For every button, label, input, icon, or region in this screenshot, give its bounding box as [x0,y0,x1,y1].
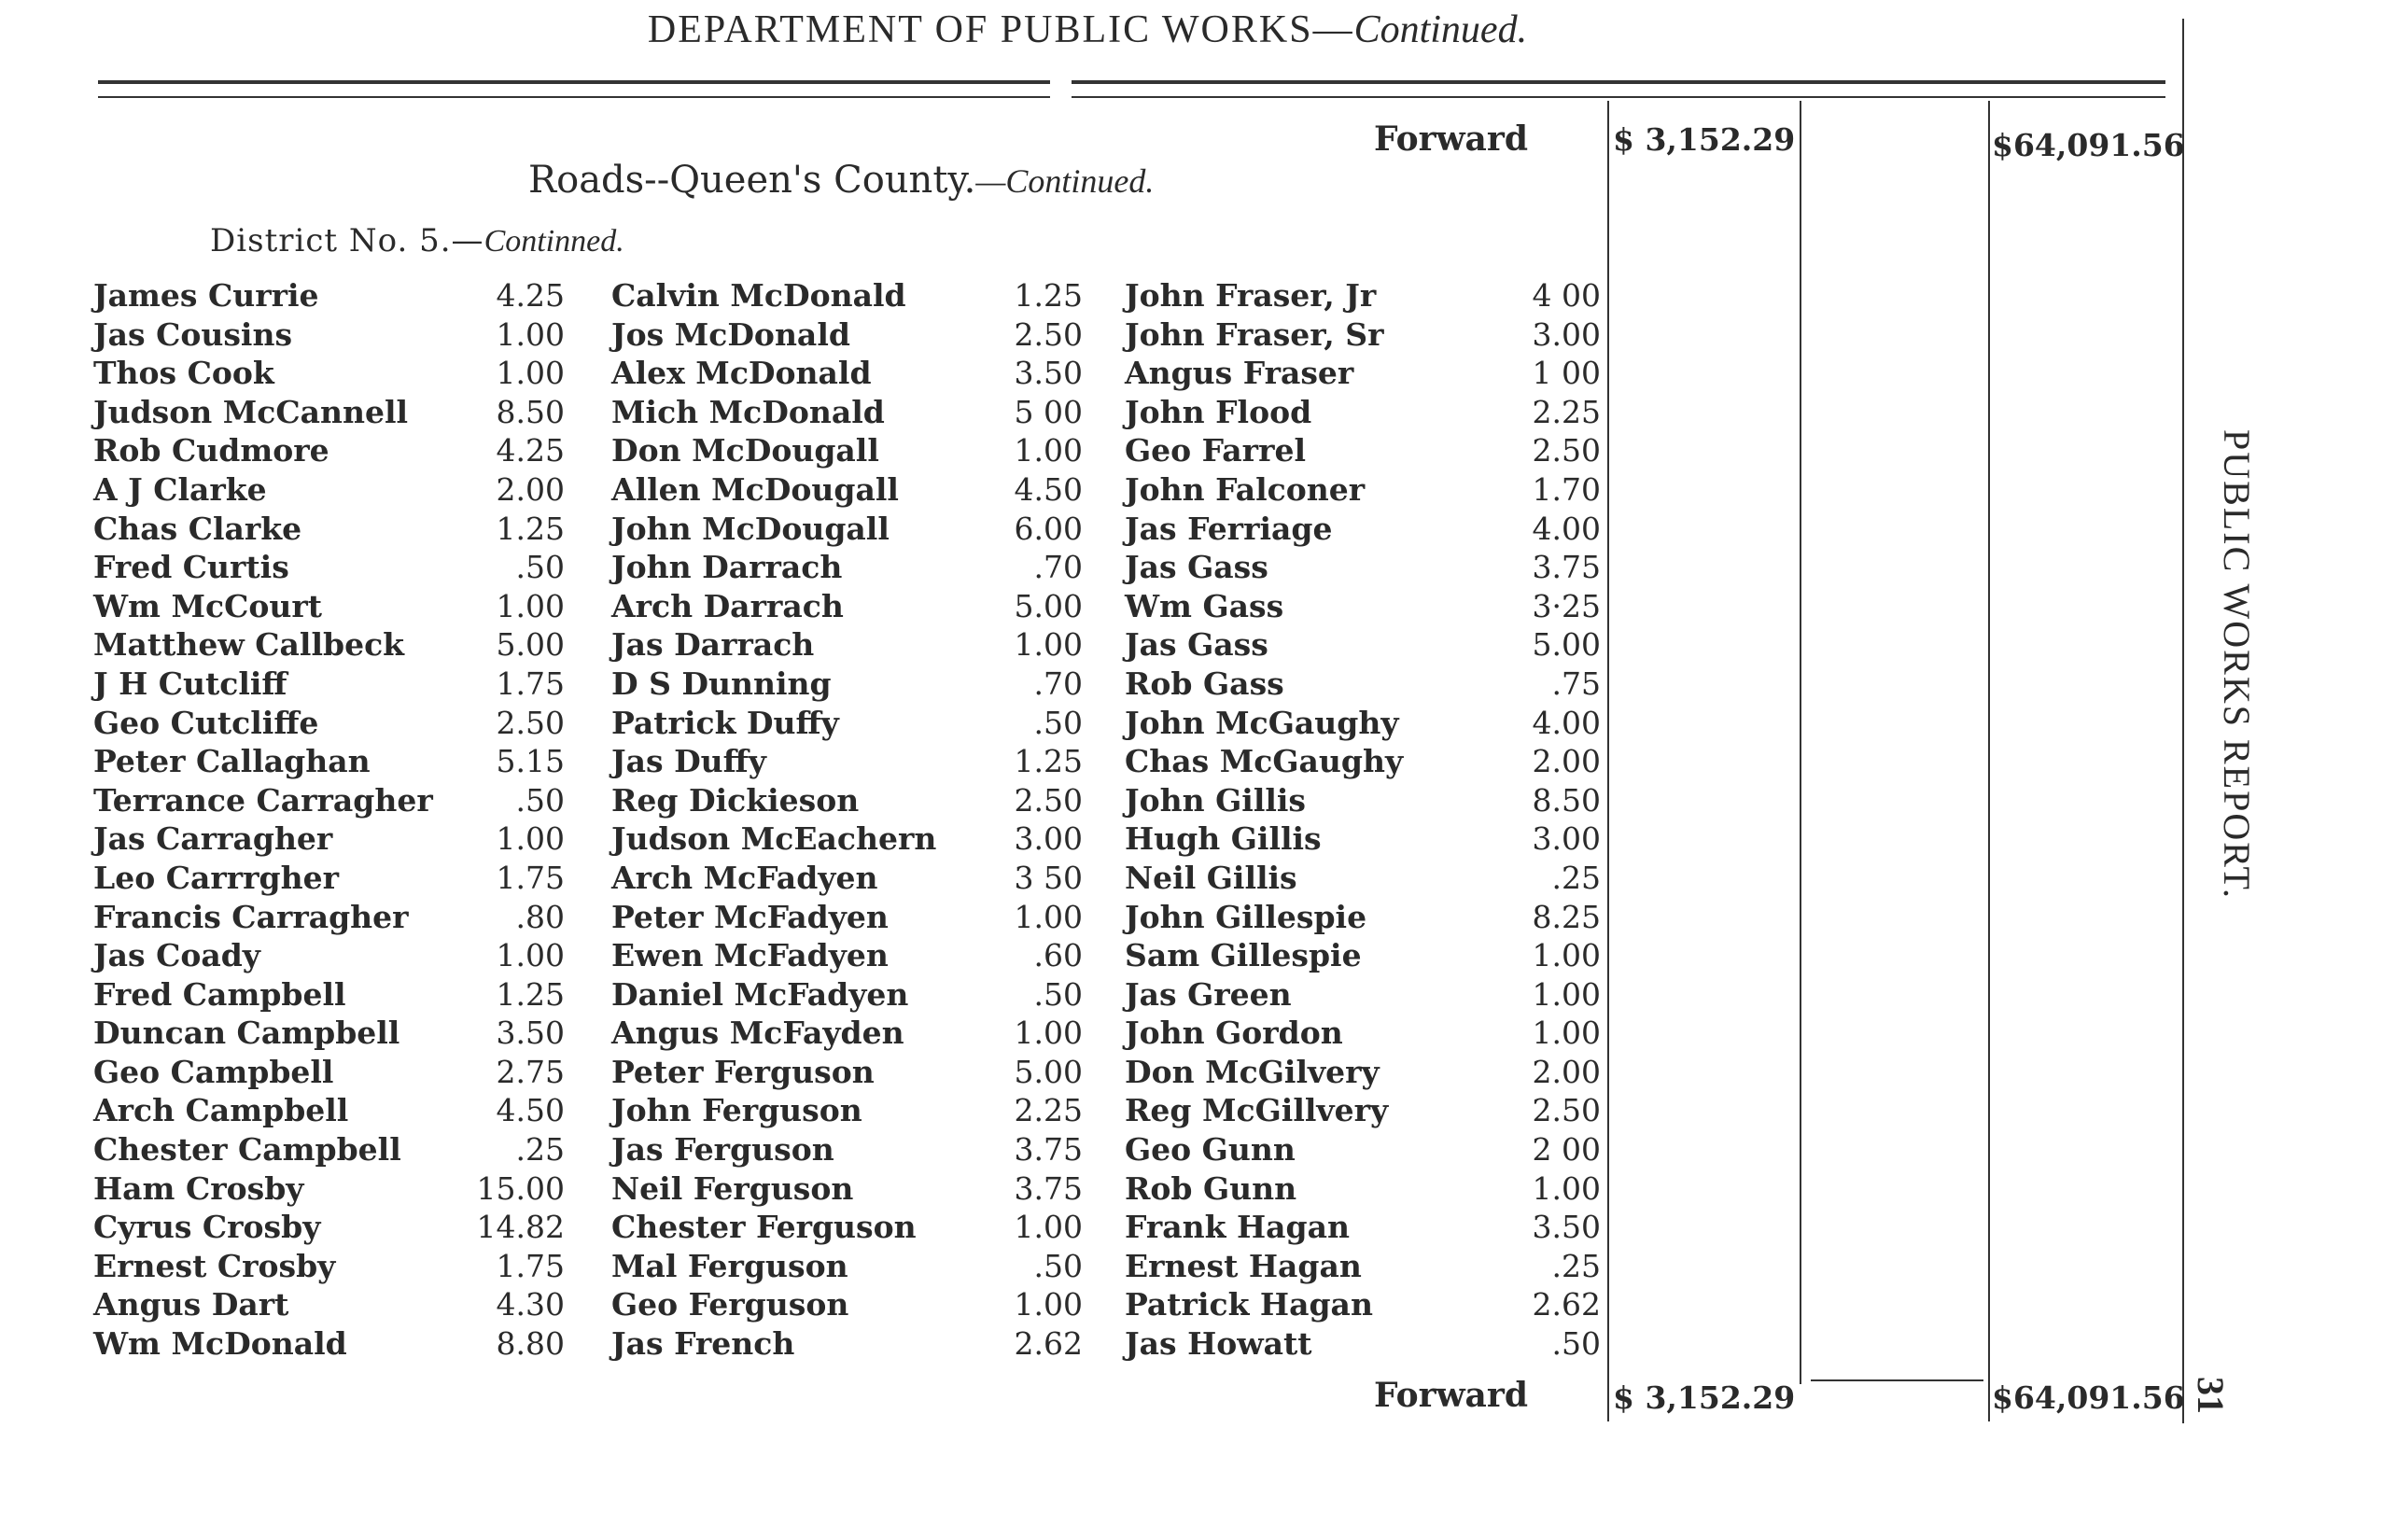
entry-name: John Ferguson [611,1092,862,1129]
entry-name: Jas Coady [93,937,260,974]
entry-row [93,470,565,510]
entry-amount: 4 00 [1532,277,1601,314]
entry-name: Rob Gunn [1125,1169,1297,1207]
entry-row [93,393,565,432]
entry-name: Jas Cousins [93,315,293,353]
entry-name: Fred Campbell [93,975,346,1013]
entry-row [1125,1091,1601,1130]
page-number: 31 [2190,1377,2232,1414]
entry-row [611,1285,1083,1324]
entry-name: Frank Hagan [1125,1209,1350,1246]
entry-amount: 3.75 [1014,1169,1083,1207]
entry-name: Allen McDougall [611,470,899,508]
entry-name: Mal Ferguson [611,1247,848,1284]
entry-amount: 1.75 [496,665,565,702]
entry-name: Alex McDonald [611,355,872,392]
entry-amount: 4.30 [496,1286,565,1323]
entry-amount: .50 [1033,1247,1083,1284]
entry-row [93,1208,565,1247]
entry-amount: 4.25 [496,432,565,469]
entry-name: Geo Ferguson [611,1286,849,1323]
page-header [0,7,2175,52]
entry-amount: 1.00 [1014,1286,1083,1323]
entry-row [1125,898,1601,937]
entry-row [611,859,1083,898]
entry-amount: 1.00 [1532,1169,1601,1207]
district-label: District No. 5.— [210,222,484,259]
entry-row [611,470,1083,510]
entry-name: Mich McDonald [611,393,885,430]
header-rule-left-thick [98,80,1050,84]
entry-name: Fred Curtis [93,549,289,586]
entry-amount: 2.00 [496,470,565,508]
entry-row [93,859,565,898]
entry-amount: .70 [1033,549,1083,586]
column-rule-1 [1607,101,1609,1421]
entry-amount: 2.25 [1014,1092,1083,1129]
entry-name: Thos Cook [93,355,274,392]
entry-amount: 2.50 [1014,315,1083,353]
entry-row [611,936,1083,975]
entry-name: John Flood [1125,393,1312,430]
entry-row [611,393,1083,432]
entry-row [611,898,1083,937]
entry-name: Wm Gass [1125,587,1284,624]
entry-amount: 3.75 [1532,549,1601,586]
entry-amount: 3.75 [1014,1131,1083,1169]
entry-amount: 2.00 [1532,743,1601,780]
entries-column-1 [93,276,565,1364]
entry-name: John McGaughy [1125,704,1399,741]
entry-row [1125,975,1601,1015]
entry-amount: 1.00 [1532,937,1601,974]
entry-row [93,975,565,1015]
entry-amount: .70 [1033,665,1083,702]
entry-name: Daniel McFadyen [611,975,909,1013]
entry-name: Neil Ferguson [611,1169,854,1207]
entry-row [93,276,565,315]
entry-row [93,898,565,937]
entry-amount: 1.25 [1014,277,1083,314]
entry-name: Ewen McFadyen [611,937,889,974]
entry-amount: 4.00 [1532,704,1601,741]
column-rule-2 [1800,101,1801,1384]
entry-name: Matthew Callbeck [93,626,405,664]
forward-amount1-top: $ 3,152.29 [1613,121,1796,158]
entry-name: John McDougall [611,510,890,547]
entry-row [1125,1285,1601,1324]
entry-amount: 1.00 [496,355,565,392]
entry-name: Reg Dickieson [611,781,860,819]
entry-name: Peter McFadyen [611,898,889,935]
entry-row [611,315,1083,355]
entry-amount: .80 [515,898,565,935]
entry-amount: 3·25 [1532,587,1601,624]
entry-name: Duncan Campbell [93,1015,400,1052]
entry-amount: 2.50 [496,704,565,741]
entry-name: Don McGilvery [1125,1053,1380,1090]
entry-name: John Gordon [1125,1015,1343,1052]
entry-name: Geo Cutcliffe [93,704,319,741]
entry-row [93,704,565,743]
section-title-continued: —Continued. [975,162,1155,200]
entry-amount: 1.00 [496,315,565,353]
entry-name: Reg McGillvery [1125,1092,1389,1129]
entry-amount: 3 50 [1014,859,1083,896]
entry-row [611,704,1083,743]
entry-row [611,1324,1083,1364]
entry-name: J H Cutcliff [93,665,287,702]
entry-amount: 3.50 [496,1015,565,1052]
entry-row [611,665,1083,704]
entry-name: Peter Ferguson [611,1053,875,1090]
entry-row [1125,742,1601,781]
entry-amount: 8.80 [496,1325,565,1363]
entry-amount: .50 [1033,975,1083,1013]
entry-amount: 5 00 [1014,393,1083,430]
entry-amount: 1.70 [1532,470,1601,508]
entry-amount: .50 [1551,1325,1601,1363]
entry-row [1125,1324,1601,1364]
entry-amount: 5.00 [496,626,565,664]
entry-row [611,354,1083,393]
entry-name: Chester Campbell [93,1131,401,1169]
entry-row [1125,354,1601,393]
entry-row [93,431,565,470]
entry-name: Calvin McDonald [611,277,906,314]
forward-amount2-top: $64,091.56 [1992,127,2185,163]
entry-amount: 5.00 [1014,1053,1083,1090]
entry-name: Geo Campbell [93,1053,334,1090]
entry-name: Terrance Carragher [93,781,433,819]
entry-name: Geo Farrel [1125,432,1306,469]
entry-name: Jas Duffy [611,743,766,780]
entry-row [1125,859,1601,898]
entry-amount: 2.62 [1532,1286,1601,1323]
entry-row [1125,819,1601,859]
entries-column-2 [611,276,1083,1364]
side-running-title: PUBLIC WORKS REPORT. [2216,429,2258,900]
entry-row [93,1247,565,1286]
entry-row [1125,276,1601,315]
entry-name: Patrick Duffy [611,704,839,741]
entry-row [611,1247,1083,1286]
entry-row [93,1169,565,1209]
entry-name: Judson McEachern [611,820,937,858]
entry-amount: 1.00 [1014,1209,1083,1246]
entry-row [611,510,1083,549]
entry-amount: 1.00 [1014,432,1083,469]
entry-amount: 8.50 [1532,781,1601,819]
entry-name: James Currie [93,277,319,314]
entry-row [1125,470,1601,510]
entry-name: Angus Dart [93,1286,289,1323]
entry-amount: 2.62 [1014,1325,1083,1363]
entry-amount: 1.00 [496,820,565,858]
entry-row [1125,1169,1601,1209]
entry-row [93,1285,565,1324]
entry-name: Jas French [611,1325,795,1363]
entry-amount: 2.75 [496,1053,565,1090]
district-label-continued: Continned. [483,224,624,259]
entry-name: Jas Green [1125,975,1292,1013]
entry-name: Wm McDonald [93,1325,347,1363]
entry-row [1125,936,1601,975]
entry-name: Cyrus Crosby [93,1209,321,1246]
entry-amount: 1 00 [1532,355,1601,392]
entry-row [1125,548,1601,587]
entry-name: Ham Crosby [93,1169,304,1207]
entry-row [93,781,565,820]
district-heading [210,222,624,259]
entry-amount: 2.50 [1532,432,1601,469]
entry-amount: 1.75 [496,1247,565,1284]
entry-row [1125,510,1601,549]
entry-amount: 8.50 [496,393,565,430]
forward-amount1-bottom: $ 3,152.29 [1613,1379,1796,1416]
entry-name: Jas Gass [1125,549,1268,586]
entry-name: John Falconer [1125,470,1366,508]
entry-amount: 3.00 [1532,315,1601,353]
entry-amount: 14.82 [476,1209,565,1246]
entry-name: Chas McGaughy [1125,743,1404,780]
entry-amount: .60 [1033,937,1083,974]
entry-name: Hugh Gillis [1125,820,1322,858]
section-title [528,159,1154,202]
entry-name: Jas Carragher [93,820,333,858]
entry-name: Chester Ferguson [611,1209,917,1246]
entry-row [1125,315,1601,355]
entry-row [93,1324,565,1364]
entry-row [93,819,565,859]
forward-label-top: Forward [1374,119,1529,159]
entry-name: Patrick Hagan [1125,1286,1373,1323]
entry-amount: 4.25 [496,277,565,314]
entry-amount: 3.50 [1014,355,1083,392]
entry-name: Arch Darrach [611,587,844,624]
entry-name: Jas Ferguson [611,1131,834,1169]
entry-row [93,510,565,549]
entry-amount: 1.00 [1014,898,1083,935]
entry-name: Don McDougall [611,432,879,469]
entry-row [93,625,565,665]
entry-amount: 1.75 [496,859,565,896]
entry-row [93,936,565,975]
entry-amount: 1.00 [1532,1015,1601,1052]
entry-row [611,1169,1083,1209]
entry-row [1125,1130,1601,1169]
entry-amount: .25 [1551,859,1601,896]
entry-amount: 4.00 [1532,510,1601,547]
entry-row [93,354,565,393]
entry-name: Arch McFadyen [611,859,878,896]
header-rule-right-thick [1072,80,2165,84]
header-title-continued: Continued. [1353,8,1528,51]
entry-name: Leo Carrrgher [93,859,339,896]
entry-name: Judson McCannell [93,393,409,430]
entry-name: Angus Fraser [1125,355,1354,392]
entry-name: John Gillespie [1125,898,1367,935]
entry-name: John Fraser, Jr [1125,277,1377,314]
entry-name: Jos McDonald [611,315,850,353]
entry-amount: .50 [1033,704,1083,741]
entry-amount: 5.15 [496,743,565,780]
forward-bottom-rule [1811,1379,1983,1381]
entry-row [611,1208,1083,1247]
entry-name: D S Dunning [611,665,832,702]
entry-row [611,587,1083,626]
header-rule-left-thin [98,96,1050,98]
entry-name: Chas Clarke [93,510,302,547]
entry-row [93,1053,565,1092]
entry-row [611,742,1083,781]
entry-name: John Fraser, Sr [1125,315,1384,353]
forward-amount2-bottom: $64,091.56 [1992,1379,2185,1416]
entry-amount: 4.50 [1014,470,1083,508]
entry-amount: .25 [1551,1247,1601,1284]
entry-name: Ernest Hagan [1125,1247,1362,1284]
entry-name: Geo Gunn [1125,1131,1296,1169]
entry-row [611,431,1083,470]
column-rule-3 [1988,101,1990,1421]
entry-amount: 4.50 [496,1092,565,1129]
entry-amount: 3.00 [1014,820,1083,858]
entry-row [611,975,1083,1015]
entry-row [93,587,565,626]
entry-name: Sam Gillespie [1125,937,1362,974]
entry-row [1125,587,1601,626]
entry-amount: 1.00 [1014,1015,1083,1052]
entry-row [93,1130,565,1169]
entry-name: Angus McFayden [611,1015,904,1052]
entry-row [611,548,1083,587]
entry-amount: 2.25 [1532,393,1601,430]
entry-name: Jas Howatt [1125,1325,1312,1363]
entry-row [93,1091,565,1130]
entry-name: Jas Gass [1125,626,1268,664]
entry-amount: 3.00 [1532,820,1601,858]
section-title-text: Roads--Queen's County. [528,159,976,202]
entry-name: Francis Carragher [93,898,409,935]
entry-name: Arch Campbell [93,1092,349,1129]
header-title: DEPARTMENT OF PUBLIC WORKS— [647,8,1354,51]
entry-name: A J Clarke [93,470,267,508]
entry-amount: 2.00 [1532,1053,1601,1090]
entry-name: Peter Callaghan [93,743,371,780]
entry-row [611,276,1083,315]
entry-amount: 1.00 [1014,626,1083,664]
entry-amount: 3.50 [1532,1209,1601,1246]
entry-name: John Gillis [1125,781,1307,819]
entry-row [611,819,1083,859]
entry-row [1125,1208,1601,1247]
entry-row [93,1014,565,1053]
entry-row [1125,1053,1601,1092]
entry-row [611,1053,1083,1092]
entry-amount: .50 [515,549,565,586]
entry-amount: .75 [1551,665,1601,702]
entry-amount: 8.25 [1532,898,1601,935]
entry-row [93,742,565,781]
entry-row [1125,1014,1601,1053]
entry-row [93,315,565,355]
entry-name: Wm McCourt [93,587,322,624]
entry-name: Neil Gillis [1125,859,1297,896]
entry-row [611,781,1083,820]
entry-amount: 1.00 [1532,975,1601,1013]
entry-name: Jas Ferriage [1125,510,1333,547]
entry-row [1125,625,1601,665]
entry-row [611,1014,1083,1053]
entry-row [1125,781,1601,820]
forward-label-bottom: Forward [1374,1376,1529,1415]
entry-row [611,625,1083,665]
entry-amount: 2.50 [1532,1092,1601,1129]
entry-name: Ernest Crosby [93,1247,336,1284]
entry-row [93,665,565,704]
entry-row [1125,1247,1601,1286]
entry-name: John Darrach [611,549,843,586]
entry-name: Jas Darrach [611,626,815,664]
entry-row [1125,665,1601,704]
entry-amount: 1.00 [496,937,565,974]
entry-amount: 15.00 [476,1169,565,1207]
entry-name: Rob Cudmore [93,432,329,469]
entry-row [1125,431,1601,470]
header-rule-right-thin [1072,96,2165,98]
entry-amount: 2 00 [1532,1131,1601,1169]
entry-name: Rob Gass [1125,665,1284,702]
entry-amount: 5.00 [1532,626,1601,664]
entry-amount: 6.00 [1014,510,1083,547]
entry-row [611,1130,1083,1169]
entry-row [1125,704,1601,743]
entry-amount: 1.25 [496,975,565,1013]
entries-column-3 [1125,276,1601,1364]
entry-row [1125,393,1601,432]
entry-amount: 1.25 [1014,743,1083,780]
entry-amount: 5.00 [1014,587,1083,624]
entry-amount: 1.25 [496,510,565,547]
entry-amount: .25 [515,1131,565,1169]
entry-amount: .50 [515,781,565,819]
entry-amount: 2.50 [1014,781,1083,819]
entry-amount: 1.00 [496,587,565,624]
entry-row [93,548,565,587]
entry-row [611,1091,1083,1130]
